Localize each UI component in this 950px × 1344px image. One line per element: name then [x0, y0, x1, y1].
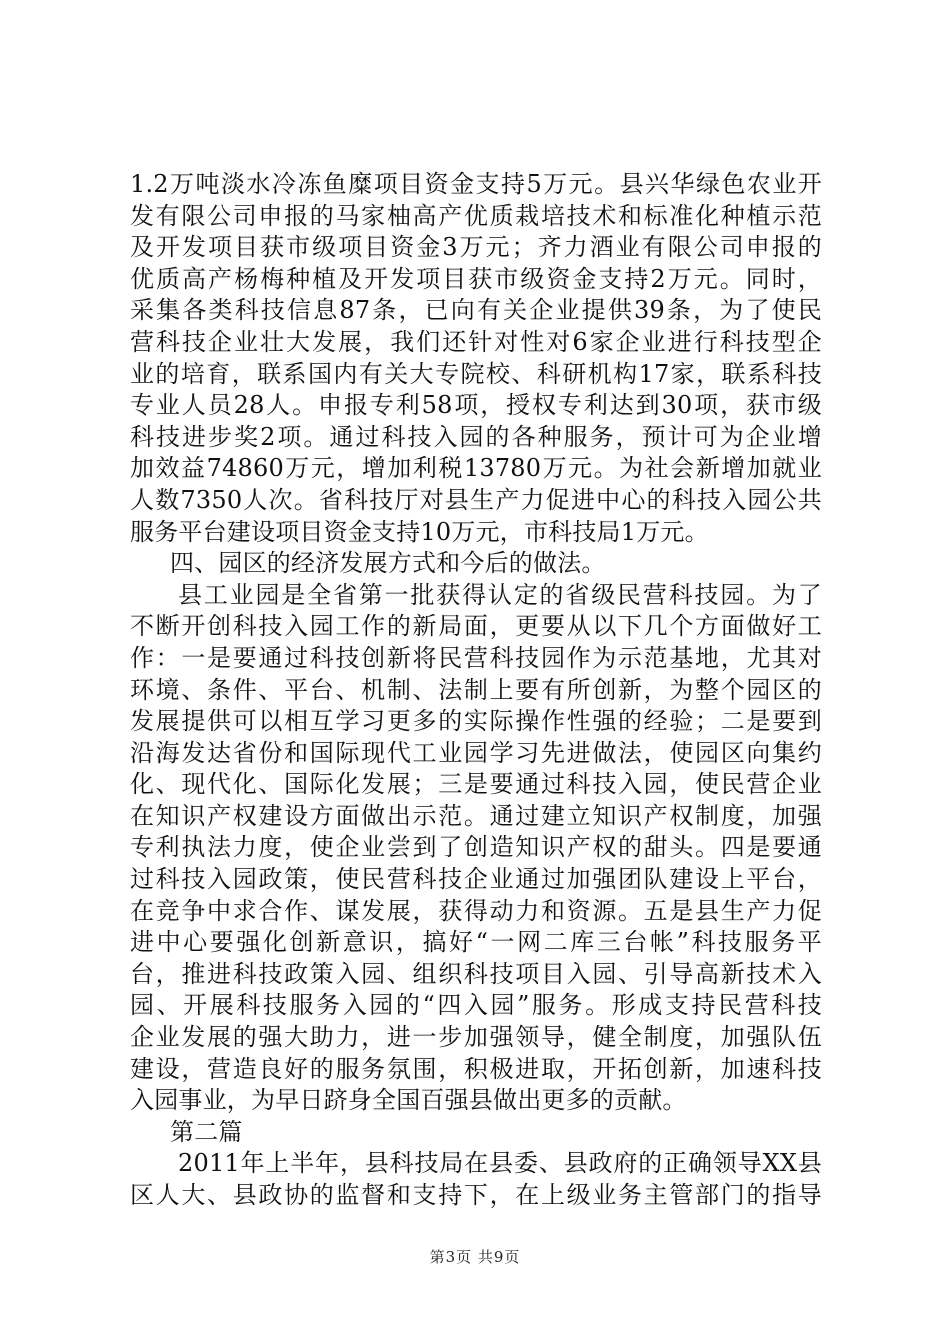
text-line: 业的培育，联系国内有关大专院校、科研机构17家，联系科技 [130, 359, 822, 388]
text-line: 加效益74860万元，增加利税13780万元。为社会新增加就业 [130, 454, 822, 483]
page-number-footer: 第3页 共9页 [429, 1248, 521, 1266]
text-line: 不断开创科技入园工作的新局面，更要从以下几个方面做好工 [130, 612, 822, 641]
text-line: 台，推进科技政策入园、组织科技项目入园、引导高新技术入 [130, 959, 822, 988]
text-line: 及开发项目获市级项目资金3万元；齐力酒业有限公司申报的 [130, 233, 822, 262]
text-line: 过科技入园政策，使民营科技企业通过加强团队建设上平台， [130, 865, 822, 894]
document-body [130, 169, 822, 1212]
text-line: 进中心要强化创新意识，搞好“一网二库三台帐”科技服务平 [130, 928, 822, 957]
text-line: 在知识产权建设方面做出示范。通过建立知识产权制度，加强 [130, 801, 822, 830]
text-line: 化、现代化、国际化发展；三是要通过科技入园，使民营企业 [130, 770, 822, 799]
text-line: 第二篇 [170, 1117, 243, 1146]
text-line: 科技进步奖2项。通过科技入园的各种服务，预计可为企业增 [130, 422, 822, 451]
text-line: 人数7350人次。省科技厅对县生产力促进中心的科技入园公共 [130, 485, 822, 514]
text-line: 优质高产杨梅种植及开发项目获市级资金支持2万元。同时， [130, 264, 822, 293]
text-line: 区人大、县政协的监督和支持下，在上级业务主管部门的指导 [130, 1181, 822, 1209]
text-line: 发展提供可以相互学习更多的实际操作性强的经验；二是要到 [130, 707, 822, 736]
text-line: 入园事业，为早日跻身全国百强县做出更多的贡献。 [130, 1086, 687, 1115]
text-line: 发有限公司申报的马家柚高产优质栽培技术和标准化种植示范 [130, 201, 822, 230]
text-line: 作：一是要通过科技创新将民营科技园作为示范基地，尤其对 [130, 643, 822, 672]
text-line: 沿海发达省份和国际现代工业园学习先进做法，使园区向集约 [130, 738, 822, 767]
text-line: 企业发展的强大助力，进一步加强领导，健全制度，加强队伍 [130, 1023, 822, 1052]
text-line: 环境、条件、平台、机制、法制上要有所创新，为整个园区的 [130, 675, 822, 704]
text-line: 1.2万吨淡水冷冻鱼糜项目资金支持5万元。县兴华绿色农业开 [130, 170, 822, 198]
text-line: 在竞争中求合作、谋发展，获得动力和资源。五是县生产力促 [130, 896, 822, 925]
text-line: 县工业园是全省第一批获得认定的省级民营科技园。为了 [178, 580, 822, 609]
text-line: 建设，营造良好的服务氛围，积极进取，开拓创新，加速科技 [130, 1054, 822, 1083]
text-line: 四、园区的经济发展方式和今后的做法。 [170, 549, 606, 578]
text-line: 专业人员28人。申报专利58项，授权专利达到30项，获市级 [130, 391, 822, 420]
text-line: 2011年上半年，县科技局在县委、县政府的正确领导XX县 [178, 1149, 822, 1178]
text-line: 采集各类科技信息87条，已向有关企业提供39条，为了使民 [130, 296, 822, 325]
text-line: 服务平台建设项目资金支持10万元，市科技局1万元。 [130, 517, 709, 546]
text-line: 园、开展科技服务入园的“四入园”服务。形成支持民营科技 [130, 991, 822, 1020]
text-line: 营科技企业壮大发展，我们还针对性对6家企业进行科技型企 [130, 327, 822, 356]
text-line: 专利执法力度，使企业尝到了创造知识产权的甜头。四是要通 [130, 833, 822, 862]
